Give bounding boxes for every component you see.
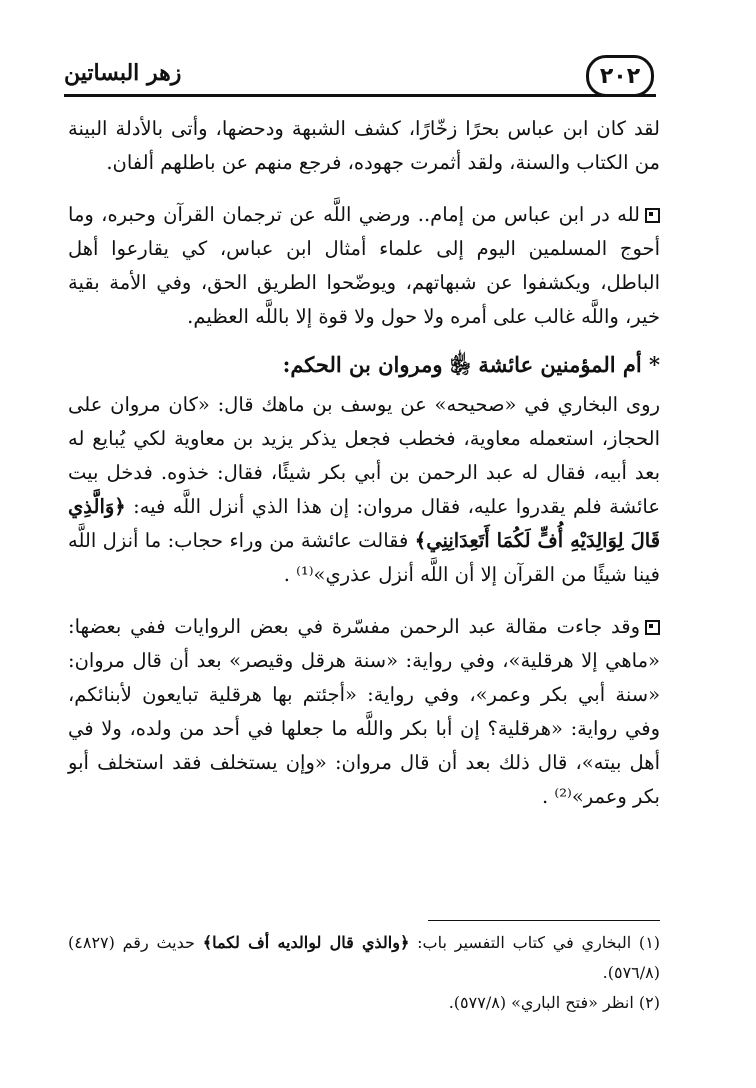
paragraph-narrations-text: وقد جاءت مقالة عبد الرحمن مفسّرة في بعض الروايات ففي بعضها: «ماهي إلا هرقلية»، وفي رواية: «سنة هرقل وقيصر» بعد أن قال مروان: «سنة أبي بكر وعمر»، وفي رواية: «أجئتم بها هرقلية تبايعون لأبنائكم، وفي رواية: «هرقلية؟ إن أبا بكر واللَّه ما جعلها في أحد من ولده، ولا في أهل بيته»، قال ذلك بعد أن قال مروان: «وإن يستخلف فقد استخلف أبو بكر وعمر»⁽²⁾ . <box>68 615 660 808</box>
paragraph-bukhari <box>68 388 660 592</box>
footnote-1-ref: حديث رقم (٤٨٢٧) (٥٧٦/٨). <box>68 933 660 982</box>
footnote-1-verse: ﴿والذي قال لوالديه أف لكما﴾ <box>202 933 410 952</box>
paragraph-bukhari-end: فقالت عائشة من وراء حجاب: ما أنزل اللَّه فينا شيئًا من القرآن إلا أن اللَّه أنزل عذري»⁽¹⁾ . <box>68 529 660 586</box>
footnote-2: (٢) انظر «فتح الباري» (٥٧٧/٨). <box>448 993 660 1012</box>
footnote-1 <box>68 928 660 988</box>
paragraph-praise <box>68 198 660 334</box>
paragraph-ibn-abbas: لقد كان ابن عباس بحرًا زخّارًا، كشف الشبهة ودحضها، وأتى بالأدلة البينة من الكتاب والسنة، ولقد أثمرت جهوده، فرجع منهم عن باطلهم ألفان. <box>68 117 660 174</box>
section-heading: * أم المؤمنين عائشة ﵂ ومروان بن الحكم: <box>282 352 660 377</box>
footnote-divider <box>428 920 660 921</box>
header-divider <box>64 94 656 97</box>
running-header-title: زهر البساتين <box>64 60 182 86</box>
paragraph-narrations <box>68 610 660 814</box>
page-number-badge: ٢٠٢ <box>586 55 654 97</box>
main-text <box>68 112 660 814</box>
footnote-1-text: (١) البخاري في كتاب التفسير باب: <box>417 933 661 952</box>
paragraph-praise-text: لله در ابن عباس من إمام.. ورضي اللَّه عن ترجمان القرآن وحبره، وما أحوج المسلمين اليوم إلى علماء أمثال ابن عباس، كي يقارعوا أهل الباطل، ويكشفوا عن شبهاتهم، ويوضّحوا الطريق الحق، وفي الأمة بقية خير، واللَّه غالب على أمره ولا حول ولا قوة إلا باللَّه العظيم. <box>68 203 660 328</box>
square-bullet-icon <box>645 620 660 635</box>
footnotes <box>68 928 660 1018</box>
square-bullet-icon <box>645 208 660 223</box>
paragraph-bukhari-text: روى البخاري في «صحيحه» عن يوسف بن ماهك قال: «كان مروان على الحجاز، استعمله معاوية، فخطب فجعل يذكر يزيد بن معاوية لكي يُبايع له بعد أبيه، فقال له عبد الرحمن بن أبي بكر شيئًا، فقال: خذوه. فدخل بيت عائشة فلم يقدروا عليه، فقال مروان: إن هذا الذي أنزل اللَّه فيه: <box>68 393 660 518</box>
quran-verse: ﴿وَالَّذِي قَالَ لِوَالِدَيْهِ أُفٍّ لَكُمَا أَتَعِدَانِنِي﴾ <box>68 495 661 552</box>
